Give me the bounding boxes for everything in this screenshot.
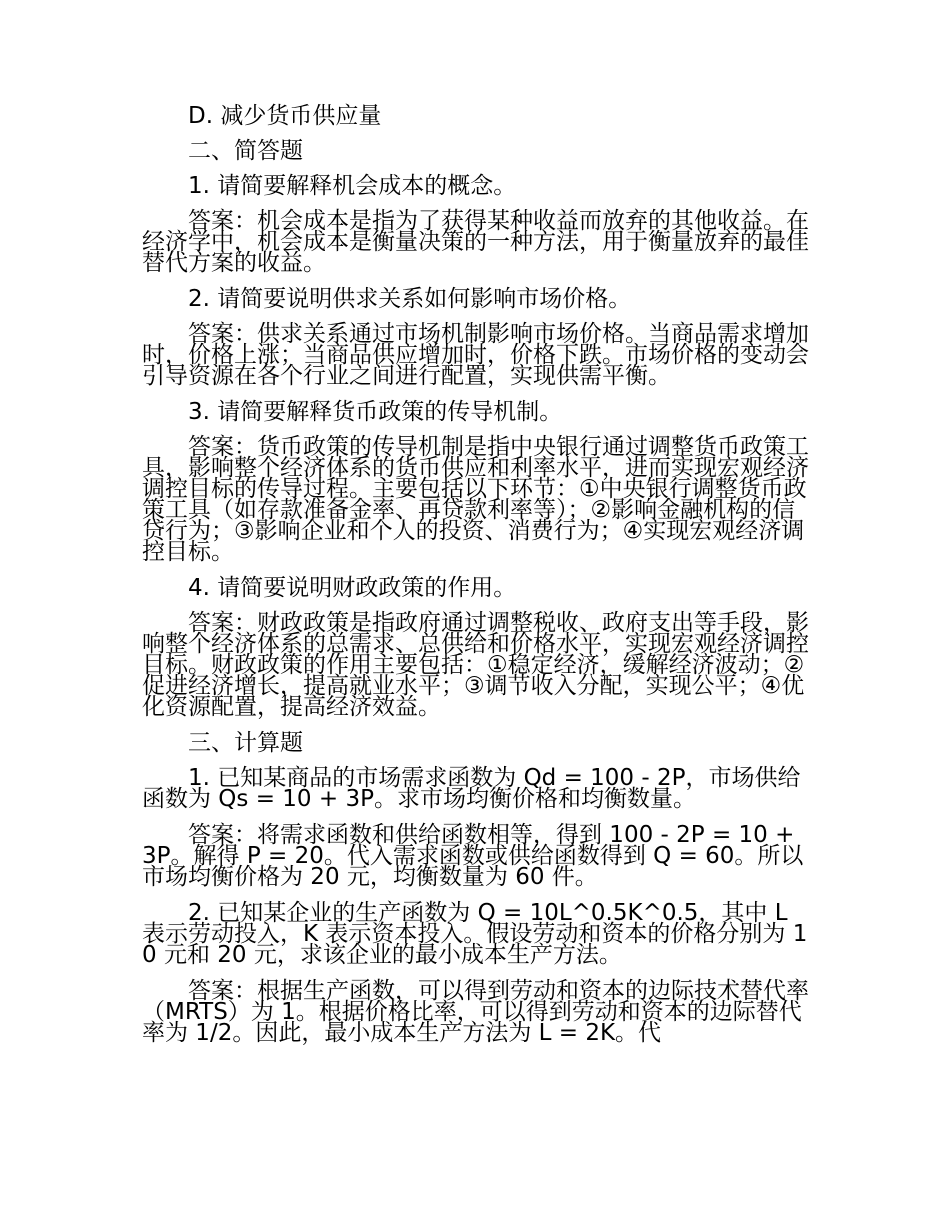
- document-body: [142, 103, 810, 1059]
- section-heading-calculation: 三、计算题: [188, 730, 303, 756]
- option-d: D. 减少货币供应量: [188, 103, 382, 129]
- question-2: 2. 请简要说明供求关系如何影响市场价格。: [188, 286, 632, 312]
- question-4: 4. 请简要说明财政政策的作用。: [188, 575, 517, 601]
- calc-question-1: 1. 已知某商品的市场需求函数为 Qd = 100 - 2P，市场供给函数为 Qs = 10 + 3P。求市场均衡价格和均衡数量。: [142, 765, 801, 812]
- question-3: 3. 请简要解释货币政策的传导机制。: [188, 399, 563, 425]
- calc-answer-2: 答案：根据生产函数，可以得到劳动和资本的边际技术替代率（MRTS）为 1。根据价格比率，可以得到劳动和资本的边际替代率为 1/2。因此，最小成本生产方法为 L = 2K。代: [142, 978, 809, 1046]
- answer-2: 答案：供求关系通过市场机制影响市场价格。当商品需求增加时，价格上涨；当商品供应增加时，价格下跌。市场价格的变动会引导资源在各个行业之间进行配置，实现供需平衡。: [142, 321, 809, 389]
- calc-answer-1: 答案：将需求函数和供给函数相等，得到 100 - 2P = 10 + 3P。解得 P = 20。代入需求函数或供给函数得到 Q = 60。所以市场均衡价格为 20 元，均衡数量为 60 件。: [142, 822, 804, 890]
- answer-1: 答案：机会成本是指为了获得某种收益而放弃的其他收益。在经济学中，机会成本是衡量决策的一种方法，用于衡量放弃的最佳替代方案的收益。: [142, 208, 809, 276]
- answer-4: 答案：财政政策是指政府通过调整税收、政府支出等手段，影响整个经济体系的总需求、总供给和价格水平，实现宏观经济调控目标。财政政策的作用主要包括：①稳定经济，缓解经济波动；②促进经济增长，提高就业水平；③调节收入分配，实现公平；④优化资源配置，提高经济效益。: [142, 610, 809, 720]
- calc-question-2: 2. 已知某企业的生产函数为 Q = 10L^0.5K^0.5，其中 L 表示劳动投入，K 表示资本投入。假设劳动和资本的价格分别为 10 元和 20 元，求该企业的最小成本生产方法。: [142, 900, 808, 968]
- answer-3: 答案：货币政策的传导机制是指中央银行通过调整货币政策工具，影响整个经济体系的货币供应和利率水平，进而实现宏观经济调控目标的传导过程。主要包括以下环节：①中央银行调整货币政策工具（如存款准备金率、再贷款利率等）；②影响金融机构的信贷行为；③影响企业和个人的投资、消费行为；④实现宏观经济调控目标。: [142, 434, 809, 565]
- section-heading-short-answer: 二、简答题: [188, 138, 303, 164]
- question-1: 1. 请简要解释机会成本的概念。: [188, 173, 517, 199]
